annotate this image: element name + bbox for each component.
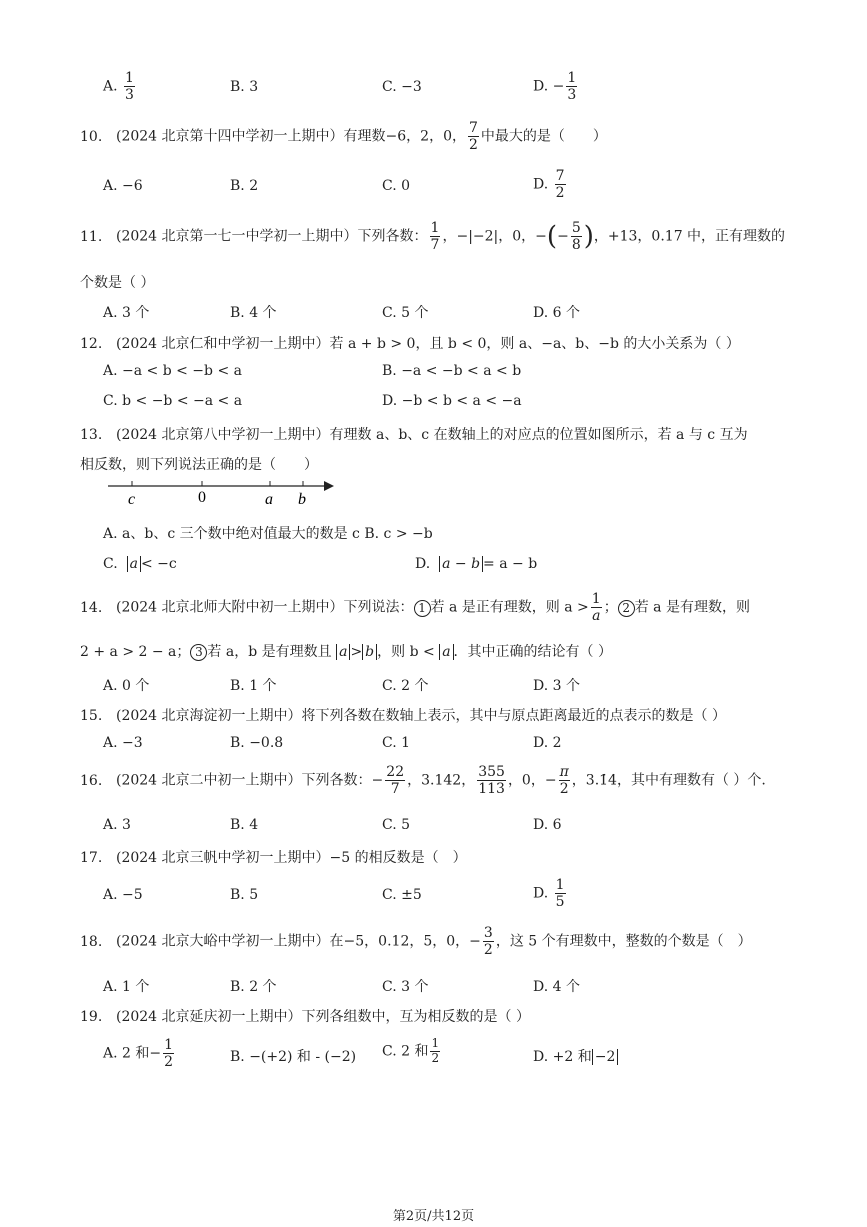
q15-option-a: A. −3 [103, 735, 143, 751]
q19-option-b: B. −(+2) 和 - (−2) [230, 1049, 357, 1065]
q9-option-d [533, 70, 579, 103]
fraction [591, 591, 602, 624]
question-number: 14. [80, 599, 103, 616]
q19-option-a [103, 1037, 176, 1070]
fraction [430, 220, 441, 253]
option-label: D. [533, 78, 549, 95]
q17-option-b: B. 5 [230, 887, 259, 903]
question-number: 18. [80, 933, 103, 950]
option-label: D. [533, 885, 549, 902]
absolute-value: a − b [439, 556, 483, 572]
q19-option-c [382, 1037, 442, 1066]
denominator: 3 [567, 87, 577, 104]
q18-option-c: C. 3 个 [382, 979, 429, 995]
q9-option-b: B. 3 [230, 79, 259, 95]
question-12 [80, 333, 740, 353]
fraction [559, 764, 570, 797]
question-number: 17. [80, 850, 103, 866]
q17-option-a: A. −5 [103, 887, 143, 903]
absolute-value: a [439, 644, 453, 660]
numerator: π [559, 764, 569, 780]
option-label: A. [103, 78, 118, 95]
q14-option-a: A. 0 个 [103, 678, 150, 694]
fraction [555, 168, 566, 201]
circled-number-2: 2 [618, 600, 635, 617]
question-text: (2024 北京三帆中学初一上期中）−5 的相反数是（ ） [116, 850, 467, 866]
q14-option-d: D. 3 个 [533, 678, 580, 694]
fraction [555, 877, 566, 910]
denominator: 2 [469, 137, 478, 154]
q11-option-d: D. 6 个 [533, 305, 580, 321]
question-18 [80, 925, 752, 958]
arrow-head-icon [324, 481, 334, 491]
q13-option-c [103, 556, 177, 572]
statement-3: 若 a，b 是有理数且 [207, 644, 332, 660]
denominator: 7 [390, 781, 400, 798]
fraction [571, 220, 582, 253]
denominator: 7 [430, 237, 440, 254]
question-text: (2024 北京海淀初一上期中）将下列各数在数轴上表示，其中与原点距离最近的点表示的数是（ ） [116, 708, 726, 724]
fraction [483, 925, 494, 958]
page-number-footer: 第2页/共12页 [392, 1209, 475, 1224]
question-14: 14. (2024 北京北师大附中初一上期中）下列说法： 1 若 a 是正有理数，则 a > $\frac{1}{a}$ ； 2 若 a 是有理数，则 [80, 591, 750, 625]
q9-option-c: C. −3 [382, 79, 422, 95]
question-text-mid: ，0，− [507, 772, 557, 789]
absolute-value: b [362, 644, 377, 660]
numerator: 7 [555, 168, 565, 184]
question-number: 16. [80, 772, 103, 789]
q9-option-a [103, 70, 137, 103]
question-10 [80, 120, 607, 153]
q18-option-a: A. 1 个 [103, 979, 150, 995]
question-number: 19. [80, 1009, 103, 1025]
question-text: (2024 北京北师大附中初一上期中）下列说法： [116, 599, 414, 616]
option-label: D. [415, 556, 431, 572]
question-text: (2024 北京二中初一上期中）下列各数：− [116, 772, 384, 789]
question-16 [80, 764, 766, 797]
denominator: 2 [431, 1050, 440, 1065]
q14-option-c: C. 2 个 [382, 678, 429, 694]
q12-option-a: A. −a < b < −b < a [103, 363, 242, 379]
question-number: 12. [80, 336, 103, 352]
statement-3-mid: ，则 b < [377, 644, 435, 660]
q13-line-2: 相反数，则下列说法正确的是（ ） [80, 457, 318, 473]
absolute-value: a [127, 556, 141, 572]
option-label: D. [533, 176, 549, 193]
question-text-end: 中最大的是（ ） [480, 128, 607, 145]
fraction [477, 764, 506, 797]
denominator: 2 [559, 781, 569, 798]
circled-number-3: 3 [190, 644, 207, 661]
q11-option-a: A. 3 个 [103, 305, 150, 321]
denominator: a [592, 608, 601, 625]
circled-number-1: 1 [414, 600, 431, 617]
question-text: (2024 北京仁和中学初一上期中）若 a + b > 0，且 b < 0，则 a、−a、b、−b 的大小关系为（ ） [116, 336, 740, 352]
question-text-end: ，其中有理数有（ ）个. [616, 772, 766, 789]
numerator: 1 [164, 1037, 174, 1053]
statement-1: 若 a 是正有理数，则 a > [430, 599, 589, 616]
q10-option-b: B. 2 [230, 178, 259, 194]
numerator: 1 [591, 591, 601, 607]
repeating-decimal: ，3.1̇4̇ [571, 772, 617, 789]
question-text-end: ，这 5 个有理数中，整数的个数是（ ） [495, 933, 752, 950]
numerator: 355 [478, 764, 505, 780]
axis-label-a: a [265, 491, 273, 508]
minus-sign: − [552, 78, 565, 95]
numerator: 1 [567, 70, 577, 86]
q11-option-c: C. 5 个 [382, 305, 429, 321]
q12-option-b: B. −a < −b < a < b [382, 363, 522, 379]
fraction [163, 1037, 174, 1070]
q18-option-b: B. 2 个 [230, 979, 277, 995]
fraction [468, 120, 479, 153]
q14-line-2 [80, 641, 612, 661]
numerator: 22 [386, 764, 405, 780]
q10-option-c: C. 0 [382, 178, 411, 194]
q10-option-d [533, 168, 568, 201]
fraction [124, 70, 135, 103]
question-13 [80, 424, 748, 444]
question-17 [80, 847, 467, 867]
axis-label-0: 0 [198, 489, 206, 506]
statement-2-end: 2 + a > 2 − a； [80, 644, 191, 660]
option-text: C. 2 和 [382, 1043, 429, 1060]
q16-option-b: B. 4 [230, 817, 259, 833]
q15-option-c: C. 1 [382, 735, 411, 751]
fraction [430, 1037, 440, 1066]
question-15 [80, 705, 726, 725]
q17-option-d [533, 877, 568, 910]
q16-option-c: C. 5 [382, 817, 411, 833]
absolute-value: −2 [592, 1049, 619, 1065]
q12-option-c: C. b < −b < −a < a [103, 393, 243, 409]
q11-option-b: B. 4 个 [230, 305, 277, 321]
option-text: < −c [140, 556, 177, 572]
q15-option-b: B. −0.8 [230, 735, 284, 751]
numerator: 5 [571, 220, 581, 236]
option-text: D. +2 和 [533, 1049, 592, 1065]
numerator: 1 [125, 70, 134, 86]
question-text: (2024 北京第一七一中学初一上期中）下列各数： [116, 228, 428, 245]
statement-2: 若 a 是有理数，则 [634, 599, 750, 616]
question-number: 13. [80, 427, 103, 443]
denominator: 2 [555, 185, 565, 202]
denominator: 8 [571, 237, 581, 254]
question-text: (2024 北京第十四中学初一上期中）有理数−6，2，0， [116, 128, 466, 145]
q10-option-a: A. −6 [103, 178, 143, 194]
greater-than: > [350, 644, 363, 660]
numerator: 3 [483, 925, 493, 941]
numerator: 1 [555, 877, 565, 893]
question-text: (2024 北京第八中学初一上期中）有理数 a、b、c 在数轴上的对应点的位置如图所示，若 a 与 c 互为 [116, 427, 748, 443]
minus-sign: − [557, 228, 569, 245]
option-text: = a − b [483, 556, 538, 572]
q15-option-d: D. 2 [533, 735, 562, 751]
axis-label-b: b [298, 491, 306, 508]
q17-option-c: C. ±5 [382, 887, 422, 903]
q16-option-d: D. 6 [533, 817, 562, 833]
denominator: 5 [555, 894, 565, 911]
q16-option-a: A. 3 [103, 817, 131, 833]
right-paren: ) [583, 221, 594, 252]
question-number: 10. [80, 128, 103, 145]
q19-option-d [533, 1046, 618, 1066]
question-number: 15. [80, 708, 103, 724]
q12-option-d: D. −b < b < a < −a [382, 393, 522, 409]
numerator: 1 [431, 1036, 440, 1050]
question-text: (2024 北京大峪中学初一上期中）在−5，0.12，5，0，− [116, 933, 481, 950]
number-line-diagram [100, 476, 340, 510]
absolute-value: a [336, 644, 350, 660]
denominator: 2 [164, 1054, 174, 1071]
axis-label-c: c [128, 491, 136, 508]
question-text-end: ．其中正确的结论有（ ） [453, 644, 612, 660]
q13-option-a-b: A. a、b、c 三个数中绝对值最大的数是 c B. c > −b [103, 526, 433, 542]
question-text-mid: ，3.142， [407, 772, 476, 789]
q14-option-b: B. 1 个 [230, 678, 277, 694]
option-label: C. [103, 556, 118, 572]
q13-option-d [415, 556, 537, 572]
left-paren: ( [546, 221, 558, 252]
denominator: 3 [125, 87, 134, 104]
fraction [385, 764, 405, 797]
option-text: A. 2 和− [103, 1045, 162, 1062]
question-text-end: ，+13，0.17 中，正有理数的 [593, 228, 786, 245]
q18-option-d: D. 4 个 [533, 979, 580, 995]
denominator: 2 [483, 942, 493, 959]
question-19 [80, 1006, 530, 1026]
fraction [566, 70, 577, 103]
question-number: 11. [80, 228, 103, 245]
q11-line-2: 个数是（ ） [80, 275, 155, 291]
question-text: (2024 北京延庆初一上期中）下列各组数中，互为相反数的是（ ） [116, 1009, 530, 1025]
question-text-mid: ，−|−2|，0，− [442, 228, 547, 245]
numerator: 7 [469, 120, 478, 136]
question-11 [80, 220, 785, 253]
denominator: 113 [478, 781, 505, 798]
numerator: 1 [430, 220, 440, 236]
